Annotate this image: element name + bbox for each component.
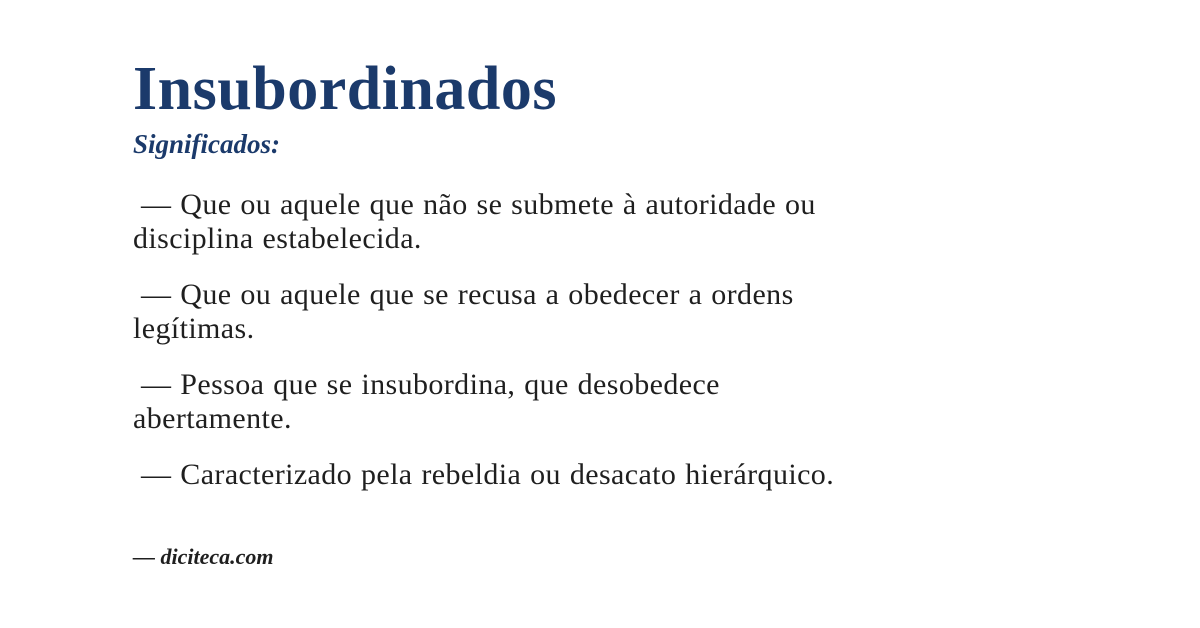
definition-item-4: — Caracterizado pela rebeldia ou desacato hierárquico.: [141, 458, 835, 491]
page-title: Insubordinados: [133, 55, 558, 123]
definition-item-3: — Pessoa que se insubordina, que desobedece abertamente.: [133, 368, 720, 435]
attribution: — diciteca.com: [133, 544, 274, 569]
subtitle-label: Significados:: [133, 129, 281, 159]
definitions-list: [133, 188, 1073, 492]
definition-item-1: — Que ou aquele que não se submete à autoridade ou disciplina estabelecida.: [133, 188, 816, 255]
definition-item-2: — Que ou aquele que se recusa a obedecer a ordens legítimas.: [133, 278, 794, 345]
